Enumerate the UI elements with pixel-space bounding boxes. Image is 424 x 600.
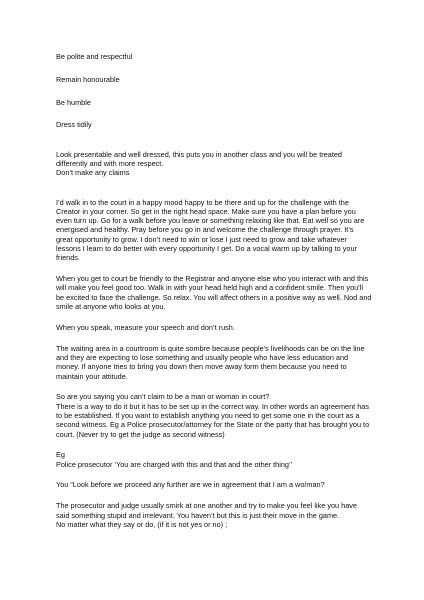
dress-paragraph: Look presentable and well dressed, this puts you in another class and you will be treated differently and with more respect.	[56, 149, 342, 168]
speech-paragraph: When you speak, measure your speech and don’t rush.	[56, 322, 235, 332]
rule-polite: Be polite and respectful	[56, 52, 133, 61]
waiting-paragraph: The waiting area in a courtroom is quite sombre because people’s livelihoods can be on the line and they are expecting to lose something and usually people who have less education and money. If anyone tries to bring you down then move away form them because you need to maintain your attitude.	[56, 343, 365, 381]
rule-dress: Dress tidily	[56, 120, 92, 130]
question-line: So are you saying you can’t claim to be a man or woman in court?	[56, 392, 270, 402]
dress-note: Don’t make any claims	[56, 168, 130, 178]
walk-in-paragraph: I’d walk in to the court in a happy mood happy to be there and up for the challenge with the Creator in your corner. So get in the right head space. Make sure you have a plan before you even turn up. Go for a walk before you leave or something relaxing like that. Eat well so you are energised and healthy. Pray before you go in and welcome the challenge through prayer. It’s great opportunity to grow. I don’t need to win or lose I just need to grow and take whatever lessons I learn to do better with every opportunity I get. Do a vocal warm up by talking to your friends.	[56, 197, 365, 263]
registrar-paragraph: When you get to court be friendly to the Registrar and anyone else who you interact with and this will make you feel good too. Walk in with your head held high and a confident smile. Then you’ll be excited to face the challenge. So relax. You will affect others in a positive way as well. Nod and smile at anyone who looks at you.	[56, 274, 372, 312]
eg-label: Eg	[56, 450, 65, 460]
prosecutor-line: Police prosecutor ‘You are charged with this and that and the other thing’’	[56, 459, 293, 469]
rule-humble: Be humble	[56, 97, 91, 107]
you-line: You “Look before we proceed any further are we in agreement that I am a wo/man?	[56, 480, 325, 490]
answer-paragraph: There is a way to do it but it has to be set up in the correct way. In other words an agreement has to be established. If you want to establish anything you need to get some one in the court as a second witness. Eg a Police prosecutor/attorney for the State or the party that has brought you to court. (Never try to get the judge as second witness)	[56, 401, 370, 439]
final-line: No matter what they say or do, (if it is not yes or no) ;	[56, 519, 228, 529]
rule-honourable: Remain honourable	[56, 74, 120, 84]
smirk-paragraph: The prosecutor and judge usually smirk at one another and try to make you feel like you have said something stupid and irrelevant. You haven’t but this is just their move in the game.	[56, 501, 357, 520]
